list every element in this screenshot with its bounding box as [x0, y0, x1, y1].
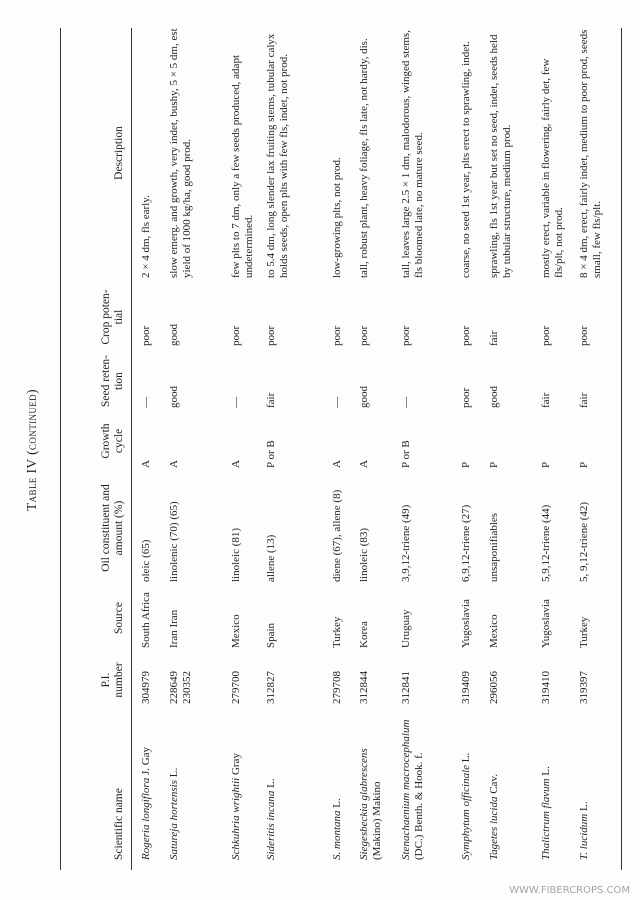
crop-cell: poor — [460, 325, 472, 346]
oil-cell: diene (67), allene (8) — [331, 489, 343, 582]
species-name: Stenachaenium macrocephalum — [400, 719, 412, 860]
crop-cell: good — [168, 324, 180, 346]
source-cell: South Africa — [140, 592, 152, 648]
oil-cell: oleic (65) — [140, 539, 152, 582]
species-author: L. — [331, 798, 343, 808]
source-cell: Mexico — [230, 614, 242, 648]
scientific-name-cell — [168, 710, 181, 860]
crop-cell: poor — [230, 325, 242, 346]
source-cell: Turkey — [331, 616, 343, 648]
desc-cell: tall, robust plant, heavy foliage, fls late, not hardy, dis. — [358, 38, 370, 278]
seed-cell: good — [358, 386, 370, 408]
pi-cell: 319397 — [578, 671, 590, 704]
pi-cell: 304979 — [140, 671, 152, 704]
scientific-name-cell — [265, 710, 278, 860]
scientific-name-cell — [488, 710, 501, 860]
desc-cell: sprawling, fls 1st year but set no seed, indet, seeds held by tubular structure, medium prod. — [488, 34, 513, 278]
oil-cell: 5, 9,12-triene (42) — [578, 501, 590, 582]
scientific-name-cell — [400, 710, 425, 860]
species-name: Siegesbeckia glabrescens — [358, 748, 370, 860]
oil-cell: 3,9,12-triene (49) — [400, 504, 412, 582]
header-seed-retention: Seed reten- tion — [100, 354, 125, 408]
growth-cell: A — [358, 460, 370, 468]
species-author: L. — [168, 767, 180, 778]
watermark: WWW.FIBERCROPS.COM — [509, 885, 630, 896]
scientific-name-cell — [230, 710, 243, 860]
species-name: T. lucidum — [578, 813, 590, 860]
table-header-rule — [131, 28, 132, 870]
desc-cell: slow emerg. and growth, very indet, bushy, 5 × 5 dm, est yield of 1000 kg/ha, good prod. — [168, 28, 193, 278]
species-name: Schkuhria wrightii — [230, 777, 242, 860]
source-cell: Spain — [265, 622, 277, 648]
source-cell: Yugoslavia — [540, 599, 552, 648]
crop-cell: poor — [540, 325, 552, 346]
oil-cell: unsaponifiables — [488, 512, 500, 582]
table-title: Table IV (continued) — [24, 389, 39, 511]
header-oil-constituent: Oil constituent and amount (%) — [100, 484, 125, 572]
desc-cell: mostly erect, variable in flowering, fairly det, few fls/plt, not prod. — [540, 58, 565, 278]
growth-cell: A — [331, 460, 343, 468]
header-pi-number: P.I. number — [100, 662, 125, 698]
seed-cell: fair — [578, 392, 590, 408]
header-growth-cycle: Growth cycle — [100, 423, 125, 459]
pi-cell: 319410 — [540, 671, 552, 704]
species-author: L. — [265, 778, 277, 788]
seed-cell: poor — [460, 387, 472, 408]
growth-cell: A — [230, 460, 242, 468]
oil-cell: linoleic (81) — [230, 527, 242, 582]
scientific-name-cell — [540, 710, 553, 860]
pi-cell: 312827 — [265, 671, 277, 704]
pi-cell: 319409 — [460, 671, 472, 704]
seed-cell: fair — [265, 392, 277, 408]
source-cell: Korea — [358, 621, 370, 648]
growth-cell: A — [140, 460, 152, 468]
oil-cell: linolenic (70) (65) — [168, 501, 180, 582]
species-author: L. — [460, 752, 472, 763]
growth-cell: P or B — [400, 440, 412, 468]
species-name: Rogeria longiflora — [140, 777, 152, 860]
desc-cell: tall, leaves large 2.5 × 1 dm, malodorous, winged stems, fls bloomed late, no mature seed. — [400, 30, 425, 278]
pi-cell: 312841 — [400, 671, 412, 704]
crop-cell: poor — [331, 325, 343, 346]
species-name: Satureja hortensis — [168, 780, 180, 860]
species-author: L. — [540, 766, 552, 776]
oil-cell: 6,9,12-triene (27) — [460, 504, 472, 582]
seed-cell: good — [168, 386, 180, 408]
pi-cell: 312844 — [358, 671, 370, 704]
scientific-name-cell — [331, 710, 344, 860]
pi-cell: 279708 — [331, 671, 343, 704]
species-author: (DC.) Benth. & Hook. f. — [412, 752, 425, 860]
pi-cell: 279700 — [230, 671, 242, 704]
scientific-name-cell — [578, 710, 591, 860]
species-name: Sideritis incana — [265, 790, 277, 860]
species-name: Symphytum officinale — [460, 764, 472, 860]
header-description: Description — [113, 126, 125, 180]
species-name: Tagetes lucida — [488, 796, 500, 860]
source-cell: Uruguay — [400, 609, 412, 648]
species-author: L. — [578, 801, 590, 811]
header-source: Source — [113, 602, 125, 634]
scientific-name-cell — [358, 710, 383, 860]
header-scientific-name: Scientific name — [113, 788, 125, 860]
crop-cell: poor — [400, 325, 412, 346]
oil-cell: allene (13) — [265, 534, 277, 582]
species-author: Cav. — [488, 774, 500, 794]
seed-cell: — — [230, 397, 242, 408]
species-name: S. montana — [331, 810, 343, 860]
desc-cell: to 5.4 dm, long slender lax fruiting stems, tubular calyx holds seeds, open plts with few fls, indet, not prod. — [265, 33, 290, 278]
scientific-name-cell — [460, 710, 473, 860]
species-author: J. Gay — [140, 746, 152, 776]
crop-cell: poor — [578, 325, 590, 346]
oil-cell: 5,9,12-triene (44) — [540, 504, 552, 582]
table-bottom-rule — [621, 28, 622, 870]
growth-cell: A — [168, 460, 180, 468]
growth-cell: P — [578, 461, 590, 468]
source-cell: Turkey — [578, 616, 590, 648]
seed-cell: — — [331, 397, 343, 408]
header-crop-potential: Crop poten- tial — [100, 289, 125, 345]
seed-cell: — — [400, 397, 412, 408]
crop-cell: poor — [358, 325, 370, 346]
species-author: (Makino) Makino — [370, 781, 383, 860]
growth-cell: P — [540, 461, 552, 468]
species-author: Gray — [230, 753, 242, 776]
seed-cell: fair — [540, 392, 552, 408]
source-cell: Yugoslavia — [460, 599, 472, 648]
species-name: Thalictrum flavum — [540, 778, 552, 860]
table-top-rule — [60, 28, 61, 870]
growth-cell: P — [460, 461, 472, 468]
source-cell: Mexico — [488, 614, 500, 648]
crop-cell: poor — [265, 325, 277, 346]
crop-cell: fair — [488, 330, 500, 346]
pi-cell: 296056 — [488, 671, 500, 704]
seed-cell: good — [488, 386, 500, 408]
seed-cell: — — [140, 397, 152, 408]
growth-cell: P — [488, 461, 500, 468]
desc-cell: 2 × 4 dm, fls early. — [140, 195, 152, 278]
source-cell: Iran Iran — [168, 609, 180, 648]
desc-cell: 8 × 4 dm, erect, fairly indet, medium to poor prod, seeds small, few fls/plt. — [578, 29, 603, 278]
crop-cell: poor — [140, 325, 152, 346]
desc-cell: low-growing plts, not prod. — [331, 157, 343, 278]
desc-cell: coarse, no seed 1st year, plts erect to sprawling, indet. — [460, 41, 472, 278]
desc-cell: few plts to 7 dm, only a few seeds produced, adapt undetermined. — [230, 55, 255, 278]
oil-cell: linoleic (83) — [358, 527, 370, 582]
growth-cell: P or B — [265, 440, 277, 468]
scientific-name-cell — [140, 710, 153, 860]
pi-cell: 228649 230352 — [168, 671, 193, 704]
